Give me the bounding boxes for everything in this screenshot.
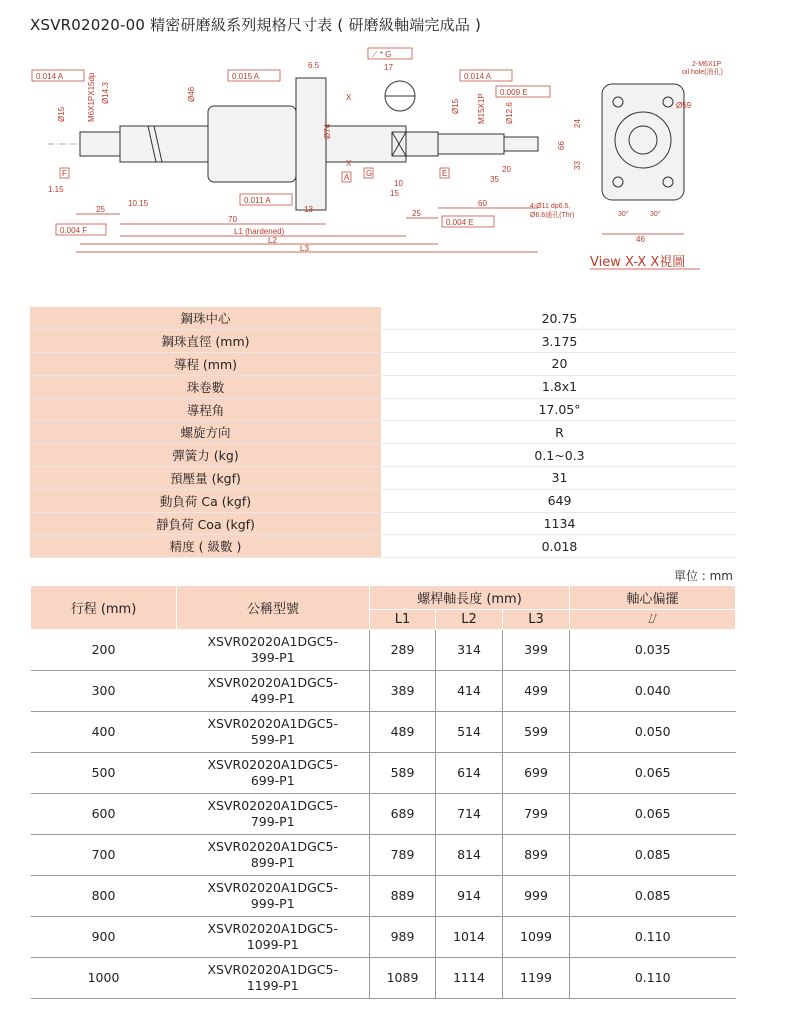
spec-row <box>30 307 736 330</box>
cell-l2: 1014 <box>436 917 503 958</box>
cell-stroke: 200 <box>31 630 177 671</box>
dim-label: 35 <box>490 175 499 184</box>
cell-model <box>177 835 370 876</box>
dim-label: 70 <box>228 215 237 224</box>
spec-value: 20.75 <box>382 307 736 330</box>
cell-l2: 714 <box>436 794 503 835</box>
cell-model <box>177 753 370 794</box>
spec-key: 彈簧力 (kg) <box>30 444 382 467</box>
model-line-2: 799-P1 <box>250 814 295 829</box>
dim-label: 6.5 <box>308 61 320 70</box>
model-line-1: XSVR02020A1DGC5- <box>207 880 338 895</box>
spec-row <box>30 512 736 535</box>
header-l2: L2 <box>436 610 503 630</box>
cell-l2: 1114 <box>436 958 503 999</box>
unit-label: 單位 : mm <box>673 569 733 583</box>
dim-label: L3 <box>300 244 309 253</box>
cell-l2: 314 <box>436 630 503 671</box>
spec-row <box>30 444 736 467</box>
dim-label: M15X1P <box>477 93 486 124</box>
spec-value: 0.1~0.3 <box>382 444 736 467</box>
spec-value: 31 <box>382 467 736 490</box>
cell-l2: 514 <box>436 712 503 753</box>
cell-runout: 0.065 <box>570 794 736 835</box>
cell-runout: 0.065 <box>570 753 736 794</box>
cell-stroke: 400 <box>31 712 177 753</box>
cell-l2: 414 <box>436 671 503 712</box>
model-line-2: 599-P1 <box>250 732 295 747</box>
spec-row <box>30 330 736 353</box>
model-line-2: 999-P1 <box>250 896 295 911</box>
dim-label: Ø15 <box>451 98 460 114</box>
page-title: XSVR02020-00 精密研磨級系列規格尺寸表 ( 研磨級軸端完成品 ) <box>30 16 482 34</box>
screw-shaft-left <box>120 126 208 162</box>
cell-model <box>177 712 370 753</box>
view-label: 46 <box>636 235 645 244</box>
dim-label: Ø15 <box>57 106 66 122</box>
shaft-right-end <box>438 134 504 154</box>
tolerance-label: 0.011 A <box>244 196 271 205</box>
cell-stroke: 1000 <box>31 958 177 999</box>
cell-runout: 0.085 <box>570 876 736 917</box>
bearing-journal <box>406 132 438 156</box>
model-line-2: 899-P1 <box>250 855 295 870</box>
cell-stroke: 300 <box>31 671 177 712</box>
spec-row <box>30 421 736 444</box>
spec-row <box>30 375 736 398</box>
model-line-1: XSVR02020A1DGC5- <box>207 675 338 690</box>
cell-l3: 599 <box>503 712 570 753</box>
cell-stroke: 500 <box>31 753 177 794</box>
dim-label: 10 <box>394 179 403 188</box>
cell-l1: 789 <box>370 835 436 876</box>
table-row <box>31 835 736 876</box>
cell-model <box>177 917 370 958</box>
model-line-1: XSVR02020A1DGC5- <box>207 798 338 813</box>
cell-l1: 989 <box>370 917 436 958</box>
spec-value: 20 <box>382 353 736 376</box>
shaft-left-end <box>80 132 120 156</box>
table-row <box>31 671 736 712</box>
model-line-2: 399-P1 <box>250 650 295 665</box>
table-row <box>31 753 736 794</box>
spec-key: 導程 (mm) <box>30 353 382 376</box>
dim-label: 13 <box>304 205 313 214</box>
dim-label: 10.15 <box>128 199 149 208</box>
model-line-1: XSVR02020A1DGC5- <box>207 962 338 977</box>
tolerance-label: 0.009 E <box>500 88 528 97</box>
spec-value: 1134 <box>382 512 736 535</box>
dimension-body <box>31 630 736 999</box>
model-line-1: XSVR02020A1DGC5- <box>207 716 338 731</box>
cell-stroke: 900 <box>31 917 177 958</box>
cell-l1: 889 <box>370 876 436 917</box>
spec-row <box>30 353 736 376</box>
cell-runout: 0.085 <box>570 835 736 876</box>
cell-l3: 399 <box>503 630 570 671</box>
spec-value: 17.05° <box>382 398 736 421</box>
nut-body <box>208 106 296 182</box>
dim-label: L1 (hardened) <box>234 227 285 236</box>
dim-label: 20 <box>502 165 511 174</box>
cell-l3: 1199 <box>503 958 570 999</box>
model-line-1: XSVR02020A1DGC5- <box>207 839 338 854</box>
cell-l3: 799 <box>503 794 570 835</box>
cell-l1: 489 <box>370 712 436 753</box>
view-label: oil hole(油孔) <box>682 69 723 76</box>
cell-l3: 699 <box>503 753 570 794</box>
table-row <box>31 794 736 835</box>
model-line-1: XSVR02020A1DGC5- <box>207 921 338 936</box>
cell-l2: 814 <box>436 835 503 876</box>
dimension-table <box>30 585 736 999</box>
nut-flange <box>296 78 326 210</box>
dim-label: 1.15 <box>48 185 64 194</box>
view-label: 24 <box>573 119 582 128</box>
cell-runout: 0.035 <box>570 630 736 671</box>
spec-row <box>30 398 736 421</box>
dim-label: 25 <box>412 209 421 218</box>
datum-label: A <box>344 173 350 182</box>
table-row <box>31 917 736 958</box>
dim-label: X <box>346 93 352 102</box>
dim-label: Ø14.3 <box>101 82 110 104</box>
dim-label: Ø46 <box>187 86 196 102</box>
spec-key: 導程角 <box>30 398 382 421</box>
cell-l3: 999 <box>503 876 570 917</box>
dim-label: 25 <box>96 205 105 214</box>
model-line-2: 1099-P1 <box>246 937 299 952</box>
model-line-2: 499-P1 <box>250 691 295 706</box>
spec-value: R <box>382 421 736 444</box>
cell-runout: 0.110 <box>570 958 736 999</box>
spec-body <box>30 307 736 558</box>
spec-key: 精度 ( 級數 ) <box>30 535 382 558</box>
tolerance-label: 0.004 E <box>446 218 474 227</box>
cell-l2: 614 <box>436 753 503 794</box>
technical-drawing <box>28 44 758 274</box>
model-line-1: XSVR02020A1DGC5- <box>207 634 338 649</box>
spec-key: 珠卷數 <box>30 375 382 398</box>
header-l3: L3 <box>503 610 570 630</box>
dim-label: M6X1PX15dp <box>87 72 96 122</box>
table-row <box>31 712 736 753</box>
spec-row <box>30 489 736 512</box>
dim-label: L2 <box>268 236 277 245</box>
spec-value: 649 <box>382 489 736 512</box>
datum-label: G <box>366 169 373 178</box>
view-label: 66 <box>557 141 566 150</box>
ball-screw-drawing <box>28 44 758 274</box>
cell-model <box>177 876 370 917</box>
tolerance-label: 0.015 A <box>232 72 260 81</box>
cell-model <box>177 958 370 999</box>
model-line-1: XSVR02020A1DGC5- <box>207 757 338 772</box>
header-stroke: 行程 (mm) <box>31 586 177 630</box>
flange-view <box>602 84 684 200</box>
cell-runout: 0.110 <box>570 917 736 958</box>
cell-l3: 1099 <box>503 917 570 958</box>
spec-key: 靜負荷 Coa (kgf) <box>30 512 382 535</box>
dim-label: 15 <box>390 189 399 198</box>
cell-l1: 589 <box>370 753 436 794</box>
tolerance-label: ⟋ * G <box>372 50 392 59</box>
cell-model <box>177 794 370 835</box>
spec-row <box>30 535 736 558</box>
view-label: 33 <box>573 161 582 170</box>
datum-label: E <box>442 169 448 178</box>
cell-runout: 0.040 <box>570 671 736 712</box>
spec-value: 3.175 <box>382 330 736 353</box>
view-label: 4-Ø11 dp6.5, <box>530 203 571 210</box>
cell-l1: 689 <box>370 794 436 835</box>
view-label: Ø59 <box>676 101 692 110</box>
header-l1: L1 <box>370 610 436 630</box>
header-runout-symbol: ⌰ <box>570 610 736 630</box>
spec-value: 1.8x1 <box>382 375 736 398</box>
tolerance-label: 0.014 A <box>36 72 64 81</box>
spec-key: 預壓量 (kgf) <box>30 467 382 490</box>
datum-label: F <box>62 169 67 178</box>
cell-l2: 914 <box>436 876 503 917</box>
cell-l1: 1089 <box>370 958 436 999</box>
cell-stroke: 600 <box>31 794 177 835</box>
cell-model <box>177 671 370 712</box>
spec-table <box>30 307 736 558</box>
view-label: 30° <box>650 211 661 218</box>
dim-label: 17 <box>384 63 393 72</box>
cell-l1: 289 <box>370 630 436 671</box>
model-line-2: 1199-P1 <box>246 978 299 993</box>
dim-label: Ø74 <box>323 123 332 139</box>
header-runout: 軸心偏擺 <box>570 586 736 610</box>
tolerance-label: 0.014 A <box>464 72 492 81</box>
dim-label: X <box>346 159 352 168</box>
cell-l3: 499 <box>503 671 570 712</box>
cell-l1: 389 <box>370 671 436 712</box>
screw-shaft-right <box>326 126 406 162</box>
dim-label: 60 <box>478 199 487 208</box>
table-row <box>31 876 736 917</box>
tolerance-label: 0.004 F <box>60 226 88 235</box>
spec-key: 鋼珠中心 <box>30 307 382 330</box>
model-line-2: 699-P1 <box>250 773 295 788</box>
header-model: 公稱型號 <box>177 586 370 630</box>
table-row <box>31 958 736 999</box>
spec-value: 0.018 <box>382 535 736 558</box>
cell-stroke: 700 <box>31 835 177 876</box>
header-length: 螺桿軸長度 (mm) <box>370 586 570 610</box>
view-title: View X-X X視圖 <box>590 255 686 270</box>
view-label: 2-M6X1P <box>692 61 722 68</box>
spec-row <box>30 467 736 490</box>
spec-key: 螺旋方向 <box>30 421 382 444</box>
view-label: Ø6.6通孔(Thr) <box>530 212 575 219</box>
spec-key: 鋼珠直徑 (mm) <box>30 330 382 353</box>
view-label: 30° <box>618 211 629 218</box>
cell-stroke: 800 <box>31 876 177 917</box>
shaft-tip <box>504 137 538 151</box>
cell-l3: 899 <box>503 835 570 876</box>
spec-key: 動負荷 Ca (kgf) <box>30 489 382 512</box>
table-row <box>31 630 736 671</box>
cell-model <box>177 630 370 671</box>
cell-runout: 0.050 <box>570 712 736 753</box>
dim-label: Ø12.6 <box>505 102 514 124</box>
